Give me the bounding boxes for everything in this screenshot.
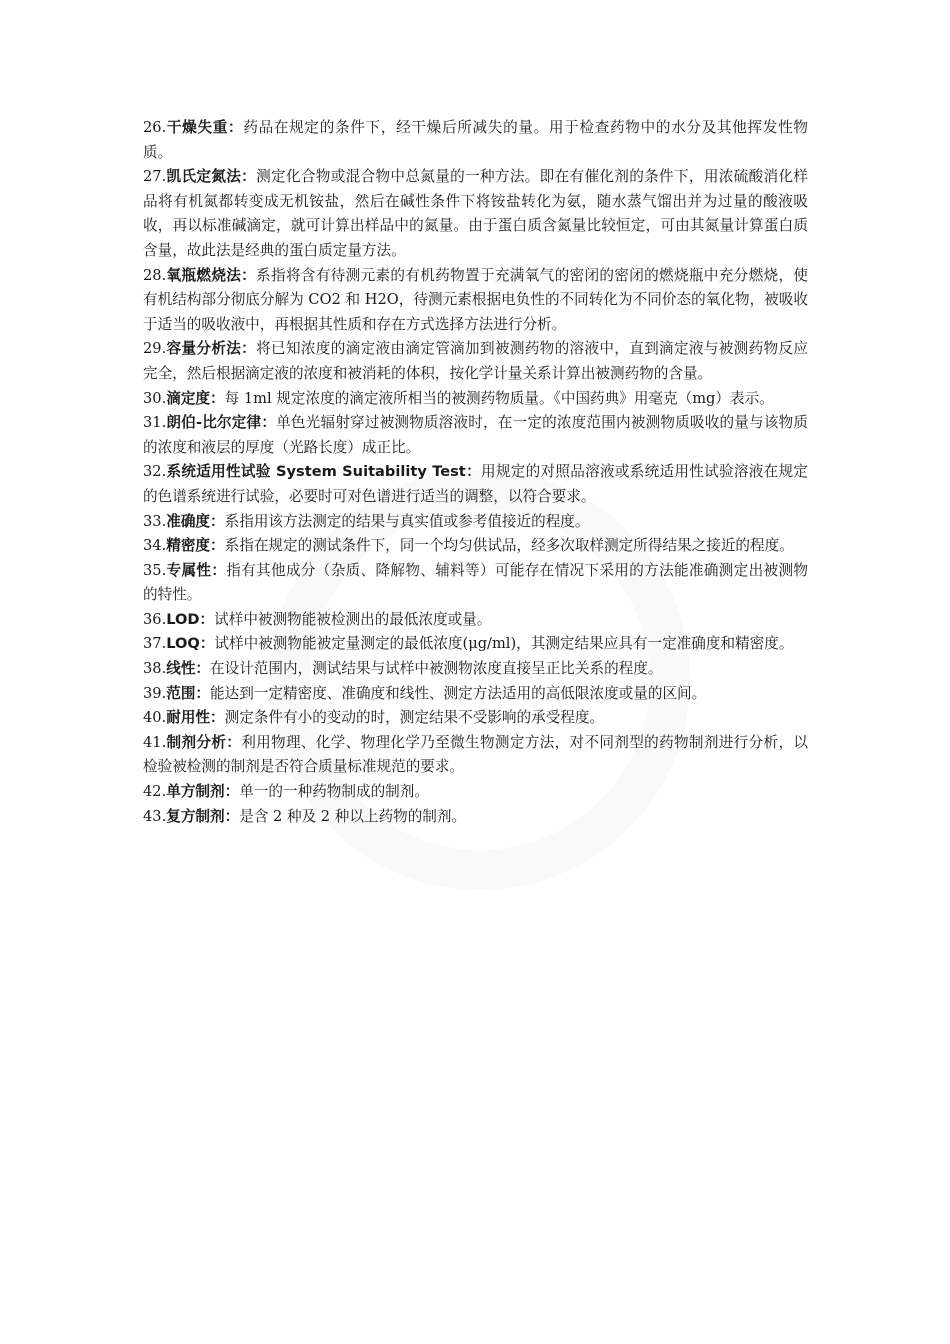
entry-separator: ：	[241, 340, 257, 358]
glossary-entry	[143, 657, 808, 682]
entry-number: 33.	[143, 512, 167, 530]
glossary-entry	[143, 706, 808, 731]
entry-number: 29.	[143, 340, 167, 358]
entry-term: 系统适用性试验 System Suitability Test	[166, 463, 466, 481]
entry-term: 单方制剂	[166, 783, 225, 801]
entry-term: 容量分析法	[166, 340, 242, 358]
entry-term: LOD	[166, 610, 200, 628]
glossary-entry	[143, 165, 808, 263]
entry-term: 干燥失重	[166, 119, 229, 136]
glossary-entry	[143, 780, 808, 805]
entry-separator: ：	[210, 709, 225, 727]
glossary-entry	[143, 264, 808, 338]
glossary-entry	[143, 682, 808, 707]
entry-separator: ：	[195, 684, 211, 702]
entry-definition: 试样中被测物能被检测出的最低浓度或量。	[214, 610, 492, 628]
glossary-entry	[143, 387, 808, 412]
entry-term: 凯氏定氮法	[166, 168, 242, 186]
entry-number: 27.	[143, 168, 167, 186]
entry-term: 准确度	[166, 512, 211, 530]
glossary-entry	[143, 534, 808, 559]
entry-number: 42.	[143, 783, 167, 801]
entry-number: 30.	[143, 389, 167, 407]
entry-term: 范围	[166, 684, 196, 702]
entry-separator: ：	[228, 119, 244, 136]
glossary-entry	[143, 337, 808, 386]
entry-definition: 将已知浓度的滴定液由滴定管滴加到被测药物的溶液中，直到滴定液与被测药物反应完全，然后根据滴定液的浓度和被消耗的体积，按化学计量关系计算出被测药物的含量。	[143, 340, 808, 382]
entry-term: 耐用性	[166, 709, 211, 727]
entry-number: 31.	[143, 414, 167, 432]
glossary-entry	[143, 510, 808, 535]
entry-number: 39.	[143, 684, 167, 702]
glossary-entry	[143, 411, 808, 460]
entry-term: 精密度	[166, 537, 211, 555]
glossary-list	[143, 116, 808, 829]
glossary-entry	[143, 805, 808, 830]
entry-definition: 试样中被测物能被定量测定的最低浓度(μg/ml)，其测定结果应具有一定准确度和精密度。	[214, 635, 794, 653]
entry-term: 滴定度	[166, 389, 211, 407]
entry-definition: 单色光辐射穿过被测物质溶液时，在一定的浓度范围内被测物质吸收的量与该物质的浓度和液层的厚度（光路长度）成正比。	[143, 414, 808, 456]
entry-definition: 指有其他成分（杂质、降解物、辅料等）可能存在情况下采用的方法能准确测定出被测物的特性。	[143, 561, 808, 604]
entry-definition: 在设计范围内，测试结果与试样中被测物浓度直接呈正比关系的程度。	[210, 660, 663, 678]
entry-definition: 是含 2 种及 2 种以上药物的制剂。	[239, 807, 467, 825]
entry-term: LOQ	[166, 635, 200, 653]
entry-separator: ：	[226, 733, 242, 751]
entry-number: 35.	[143, 561, 167, 579]
entry-separator: ：	[224, 807, 240, 825]
entry-number: 37.	[143, 635, 167, 653]
entry-definition: 利用物理、化学、物理化学乃至微生物测定方法，对不同剂型的药物制剂进行分析，以检验被检测的制剂是否符合质量标准规范的要求。	[143, 733, 808, 776]
entry-number: 38.	[143, 660, 167, 678]
entry-separator: ：	[224, 783, 240, 801]
entry-number: 28.	[143, 266, 167, 284]
entry-number: 41.	[143, 733, 167, 751]
entry-separator: ：	[211, 561, 227, 579]
entry-term: 朗伯-比尔定律	[166, 414, 262, 432]
entry-definition: 系指将含有待测元素的有机药物置于充满氧气的密闭的密闭的燃烧瓶中充分燃烧，使有机结构部分彻底分解为 CO2 和 H2O，待测元素根据电负性的不同转化为不同价态的氧化物，被吸收于适当的吸收液中，再根据其性质和存在方式选择方法进行分析。	[143, 266, 808, 333]
entry-number: 36.	[143, 610, 167, 628]
entry-separator: ：	[210, 389, 225, 407]
entry-separator: ：	[241, 266, 257, 284]
glossary-entry	[143, 632, 808, 657]
entry-definition: 用规定的对照品溶液或系统适用性试验溶液在规定的色谱系统进行试验，必要时可对色谱进行适当的调整，以符合要求。	[143, 463, 808, 505]
entry-number: 40.	[143, 709, 167, 727]
entry-term: 氧瓶燃烧法	[166, 266, 242, 284]
glossary-entry	[143, 559, 808, 608]
entry-definition: 测定化合物或混合物中总氮量的一种方法。即在有催化剂的条件下，用浓硫酸消化样品将有机氮都转变成无机铵盐，然后在碱性条件下将铵盐转化为氨，随水蒸气馏出并为过量的酸液吸收，再以标准碱滴定，就可计算出样品中的氮量。由于蛋白质含氮量比较恒定，可由其氮量计算蛋白质含量，故此法是经典的蛋白质定量方法。	[143, 168, 808, 259]
entry-definition: 药品在规定的条件下，经干燥后所减失的量。用于检查药物中的水分及其他挥发性物质。	[143, 119, 808, 161]
entry-number: 34.	[143, 537, 167, 555]
entry-definition: 系指在规定的测试条件下，同一个均匀供试品，经多次取样测定所得结果之接近的程度。	[224, 537, 794, 555]
glossary-entry	[143, 116, 808, 165]
entry-separator: ：	[210, 537, 225, 555]
entry-definition: 每 1ml 规定浓度的滴定液所相当的被测药物质量。《中国药典》用毫克（mg）表示。	[224, 389, 774, 407]
entry-term: 线性	[166, 660, 196, 678]
entry-number: 43.	[143, 807, 167, 825]
entry-number: 26.	[143, 119, 167, 136]
entry-separator: ：	[261, 414, 277, 432]
glossary-entry	[143, 460, 808, 509]
glossary-entry	[143, 608, 808, 633]
entry-separator: ：	[465, 463, 481, 481]
entry-separator: ：	[195, 660, 211, 678]
entry-number: 32.	[143, 463, 167, 481]
entry-term: 复方制剂	[166, 807, 225, 825]
entry-separator: ：	[199, 635, 215, 653]
entry-separator: ：	[210, 512, 225, 530]
glossary-entry	[143, 731, 808, 780]
entry-term: 专属性	[166, 561, 212, 579]
entry-definition: 单一的一种药物制成的制剂。	[239, 783, 429, 801]
entry-separator: ：	[241, 168, 257, 186]
entry-term: 制剂分析	[166, 733, 227, 751]
entry-definition: 系指用该方法测定的结果与真实值或参考值接近的程度。	[224, 512, 590, 530]
entry-separator: ：	[199, 610, 215, 628]
entry-definition: 测定条件有小的变动的时，测定结果不受影响的承受程度。	[224, 709, 605, 727]
entry-definition: 能达到一定精密度、准确度和线性、测定方法适用的高低限浓度或量的区间。	[210, 684, 707, 702]
